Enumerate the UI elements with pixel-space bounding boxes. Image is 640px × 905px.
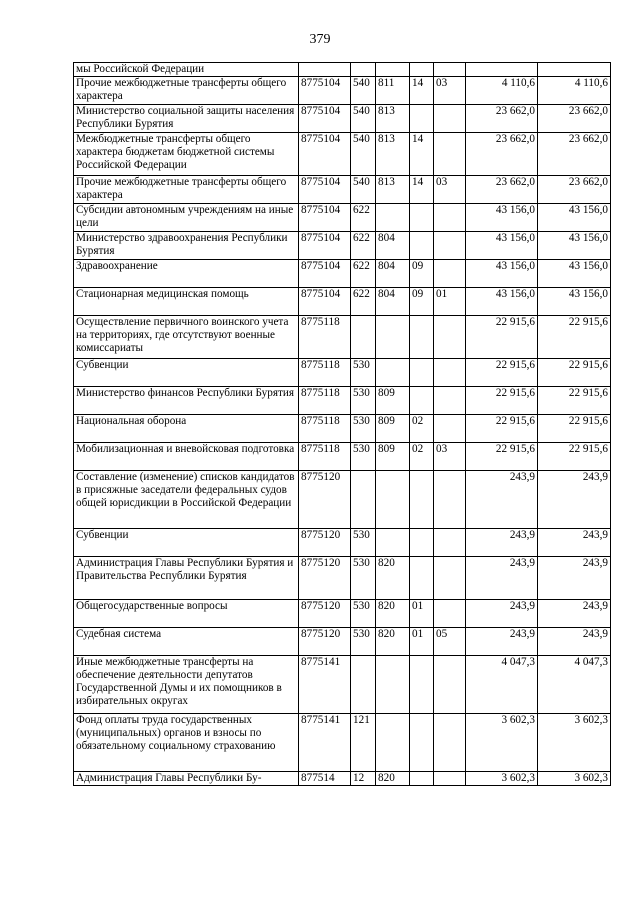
cell-amount-1: 22 915,6 [466, 316, 538, 359]
cell-amount-1: 22 915,6 [466, 415, 538, 443]
cell-section: 14 [410, 133, 434, 176]
cell-amount-1: 22 915,6 [466, 387, 538, 415]
cell-expense-type: 530 [351, 557, 376, 600]
cell-section: 02 [410, 415, 434, 443]
cell-subsection [434, 600, 466, 628]
cell-name: Стационарная медицинская помощь [74, 288, 299, 316]
cell-target-article: 8775118 [299, 316, 351, 359]
cell-expense-type [351, 63, 376, 77]
cell-expense-type: 121 [351, 714, 376, 772]
cell-amount-1: 3 602,3 [466, 772, 538, 786]
cell-section [410, 63, 434, 77]
cell-subsection [434, 387, 466, 415]
cell-target-article: 8775104 [299, 176, 351, 204]
cell-target-article: 8775120 [299, 557, 351, 600]
table-row [74, 260, 611, 288]
cell-amount-1: 243,9 [466, 557, 538, 600]
cell-target-article: 8775118 [299, 443, 351, 471]
cell-amount-2: 22 915,6 [538, 316, 611, 359]
table-row [74, 529, 611, 557]
cell-target-article: 8775118 [299, 387, 351, 415]
cell-amount-1 [466, 63, 538, 77]
cell-ministry-code [376, 359, 410, 387]
cell-subsection [434, 529, 466, 557]
cell-name: Министерство социальной защиты населения Республики Бурятия [74, 105, 299, 133]
cell-amount-1: 23 662,0 [466, 133, 538, 176]
table-row [74, 387, 611, 415]
cell-section [410, 471, 434, 529]
cell-amount-2: 22 915,6 [538, 443, 611, 471]
cell-ministry-code [376, 471, 410, 529]
cell-section [410, 529, 434, 557]
cell-expense-type: 622 [351, 260, 376, 288]
cell-subsection: 03 [434, 176, 466, 204]
cell-name: Мобилизационная и вневойсковая подготовка [74, 443, 299, 471]
cell-subsection [434, 359, 466, 387]
cell-section: 01 [410, 600, 434, 628]
table-row [74, 77, 611, 105]
cell-target-article: 8775120 [299, 529, 351, 557]
cell-ministry-code: 820 [376, 772, 410, 786]
cell-name: Субвенции [74, 359, 299, 387]
table-row [74, 63, 611, 77]
cell-name: Прочие межбюджетные трансферты общего характера [74, 77, 299, 105]
cell-amount-2: 243,9 [538, 600, 611, 628]
cell-section [410, 387, 434, 415]
cell-target-article: 8775120 [299, 628, 351, 656]
cell-subsection [434, 714, 466, 772]
table-row [74, 600, 611, 628]
cell-amount-1: 243,9 [466, 471, 538, 529]
cell-expense-type: 530 [351, 359, 376, 387]
cell-target-article: 8775104 [299, 105, 351, 133]
cell-subsection [434, 105, 466, 133]
cell-target-article: 8775120 [299, 600, 351, 628]
cell-section [410, 714, 434, 772]
cell-expense-type: 530 [351, 628, 376, 656]
cell-subsection [434, 557, 466, 600]
cell-ministry-code: 809 [376, 443, 410, 471]
cell-ministry-code: 804 [376, 232, 410, 260]
cell-target-article: 877514 [299, 772, 351, 786]
cell-target-article: 8775141 [299, 656, 351, 714]
cell-amount-1: 43 156,0 [466, 204, 538, 232]
cell-subsection [434, 63, 466, 77]
table-row [74, 471, 611, 529]
cell-expense-type [351, 656, 376, 714]
cell-amount-2: 243,9 [538, 628, 611, 656]
cell-amount-2: 22 915,6 [538, 415, 611, 443]
cell-expense-type [351, 471, 376, 529]
cell-ministry-code [376, 316, 410, 359]
table-row [74, 176, 611, 204]
cell-amount-1: 43 156,0 [466, 232, 538, 260]
cell-section [410, 105, 434, 133]
cell-amount-1: 23 662,0 [466, 176, 538, 204]
cell-amount-2: 43 156,0 [538, 288, 611, 316]
cell-ministry-code [376, 63, 410, 77]
table-row [74, 415, 611, 443]
cell-amount-2: 3 602,3 [538, 714, 611, 772]
cell-section [410, 232, 434, 260]
cell-section: 02 [410, 443, 434, 471]
page-number: 379 [309, 32, 331, 47]
cell-amount-1: 22 915,6 [466, 443, 538, 471]
cell-name: Министерство финансов Республики Бурятия [74, 387, 299, 415]
cell-amount-2: 3 602,3 [538, 772, 611, 786]
cell-amount-2: 4 110,6 [538, 77, 611, 105]
cell-section [410, 359, 434, 387]
table-row [74, 105, 611, 133]
cell-subsection: 05 [434, 628, 466, 656]
cell-expense-type [351, 316, 376, 359]
cell-subsection [434, 415, 466, 443]
cell-section [410, 557, 434, 600]
cell-subsection [434, 656, 466, 714]
cell-section [410, 772, 434, 786]
cell-amount-2: 23 662,0 [538, 133, 611, 176]
cell-ministry-code: 809 [376, 415, 410, 443]
cell-section: 14 [410, 176, 434, 204]
cell-amount-1: 243,9 [466, 600, 538, 628]
cell-amount-1: 43 156,0 [466, 288, 538, 316]
cell-amount-2: 4 047,3 [538, 656, 611, 714]
cell-target-article: 8775120 [299, 471, 351, 529]
cell-ministry-code: 813 [376, 176, 410, 204]
cell-amount-2: 22 915,6 [538, 387, 611, 415]
cell-expense-type: 530 [351, 387, 376, 415]
cell-name: Судебная система [74, 628, 299, 656]
cell-amount-1: 243,9 [466, 529, 538, 557]
cell-section: 09 [410, 260, 434, 288]
cell-amount-2: 43 156,0 [538, 232, 611, 260]
table-row [74, 628, 611, 656]
cell-ministry-code: 804 [376, 260, 410, 288]
table-row [74, 443, 611, 471]
cell-name: Составление (изменение) списков кандидатов в присяжные заседатели федеральных судов общей юрисдикции в Российской Федерации [74, 471, 299, 529]
cell-name: Министерство здравоохранения Республики Бурятия [74, 232, 299, 260]
cell-subsection: 03 [434, 443, 466, 471]
table-row [74, 714, 611, 772]
cell-amount-2: 22 915,6 [538, 359, 611, 387]
cell-ministry-code [376, 656, 410, 714]
cell-subsection [434, 260, 466, 288]
cell-section: 14 [410, 77, 434, 105]
cell-ministry-code: 804 [376, 288, 410, 316]
cell-target-article: 8775104 [299, 77, 351, 105]
cell-subsection [434, 772, 466, 786]
cell-expense-type: 540 [351, 176, 376, 204]
cell-target-article: 8775118 [299, 359, 351, 387]
cell-amount-1: 43 156,0 [466, 260, 538, 288]
cell-name: Субсидии автономным учреждениям на иные цели [74, 204, 299, 232]
cell-name: мы Российской Федерации [74, 63, 299, 77]
cell-ministry-code: 820 [376, 600, 410, 628]
cell-expense-type: 540 [351, 77, 376, 105]
cell-name: Субвенции [74, 529, 299, 557]
cell-expense-type: 530 [351, 443, 376, 471]
cell-amount-2: 43 156,0 [538, 204, 611, 232]
table-row [74, 656, 611, 714]
cell-ministry-code: 820 [376, 557, 410, 600]
cell-expense-type: 622 [351, 204, 376, 232]
cell-amount-2 [538, 63, 611, 77]
budget-table [73, 62, 611, 786]
cell-ministry-code [376, 204, 410, 232]
cell-subsection [434, 471, 466, 529]
cell-target-article [299, 63, 351, 77]
cell-section [410, 204, 434, 232]
cell-section [410, 656, 434, 714]
table-row [74, 772, 611, 786]
cell-expense-type: 530 [351, 529, 376, 557]
cell-expense-type: 622 [351, 232, 376, 260]
cell-subsection [434, 316, 466, 359]
cell-ministry-code [376, 714, 410, 772]
cell-target-article: 8775118 [299, 415, 351, 443]
cell-target-article: 8775141 [299, 714, 351, 772]
table-row [74, 133, 611, 176]
cell-subsection [434, 204, 466, 232]
table-row [74, 288, 611, 316]
cell-amount-1: 23 662,0 [466, 105, 538, 133]
cell-expense-type: 530 [351, 600, 376, 628]
cell-amount-2: 243,9 [538, 471, 611, 529]
cell-section [410, 316, 434, 359]
cell-amount-1: 3 602,3 [466, 714, 538, 772]
table-row [74, 557, 611, 600]
cell-ministry-code: 811 [376, 77, 410, 105]
cell-name: Здравоохранение [74, 260, 299, 288]
cell-expense-type: 540 [351, 105, 376, 133]
cell-ministry-code: 820 [376, 628, 410, 656]
cell-subsection: 03 [434, 77, 466, 105]
cell-subsection: 01 [434, 288, 466, 316]
cell-subsection [434, 133, 466, 176]
cell-amount-2: 23 662,0 [538, 105, 611, 133]
table-row [74, 316, 611, 359]
cell-target-article: 8775104 [299, 260, 351, 288]
cell-expense-type: 12 [351, 772, 376, 786]
cell-amount-1: 4 110,6 [466, 77, 538, 105]
cell-amount-1: 22 915,6 [466, 359, 538, 387]
cell-name: Национальная оборона [74, 415, 299, 443]
cell-ministry-code [376, 529, 410, 557]
cell-name: Межбюджетные трансферты общего характера бюджетам бюджетной системы Российской Федерации [74, 133, 299, 176]
cell-name: Администрация Главы Республики Бурятия и Правительства Республики Бурятия [74, 557, 299, 600]
table-row [74, 359, 611, 387]
cell-expense-type: 622 [351, 288, 376, 316]
cell-amount-2: 43 156,0 [538, 260, 611, 288]
cell-ministry-code: 813 [376, 133, 410, 176]
cell-name: Осуществление первичного воинского учета на территориях, где отсутствуют военные комиссариаты [74, 316, 299, 359]
cell-amount-2: 243,9 [538, 557, 611, 600]
cell-target-article: 8775104 [299, 204, 351, 232]
table-row [74, 232, 611, 260]
cell-target-article: 8775104 [299, 133, 351, 176]
cell-amount-1: 4 047,3 [466, 656, 538, 714]
cell-name: Прочие межбюджетные трансферты общего характера [74, 176, 299, 204]
table-row [74, 204, 611, 232]
cell-section: 01 [410, 628, 434, 656]
cell-target-article: 8775104 [299, 232, 351, 260]
cell-target-article: 8775104 [299, 288, 351, 316]
cell-expense-type: 540 [351, 133, 376, 176]
cell-amount-1: 243,9 [466, 628, 538, 656]
cell-subsection [434, 232, 466, 260]
cell-name: Фонд оплаты труда государственных (муниципальных) органов и взносы по обязательному социальному страхованию [74, 714, 299, 772]
cell-section: 09 [410, 288, 434, 316]
cell-amount-2: 23 662,0 [538, 176, 611, 204]
cell-amount-2: 243,9 [538, 529, 611, 557]
cell-ministry-code: 813 [376, 105, 410, 133]
cell-ministry-code: 809 [376, 387, 410, 415]
cell-name: Общегосударственные вопросы [74, 600, 299, 628]
cell-name: Иные межбюджетные трансферты на обеспечение деятельности депутатов Государственной Думы и их помощников в избирательных округах [74, 656, 299, 714]
cell-expense-type: 530 [351, 415, 376, 443]
cell-name: Администрация Главы Республики Бу- [74, 772, 299, 786]
